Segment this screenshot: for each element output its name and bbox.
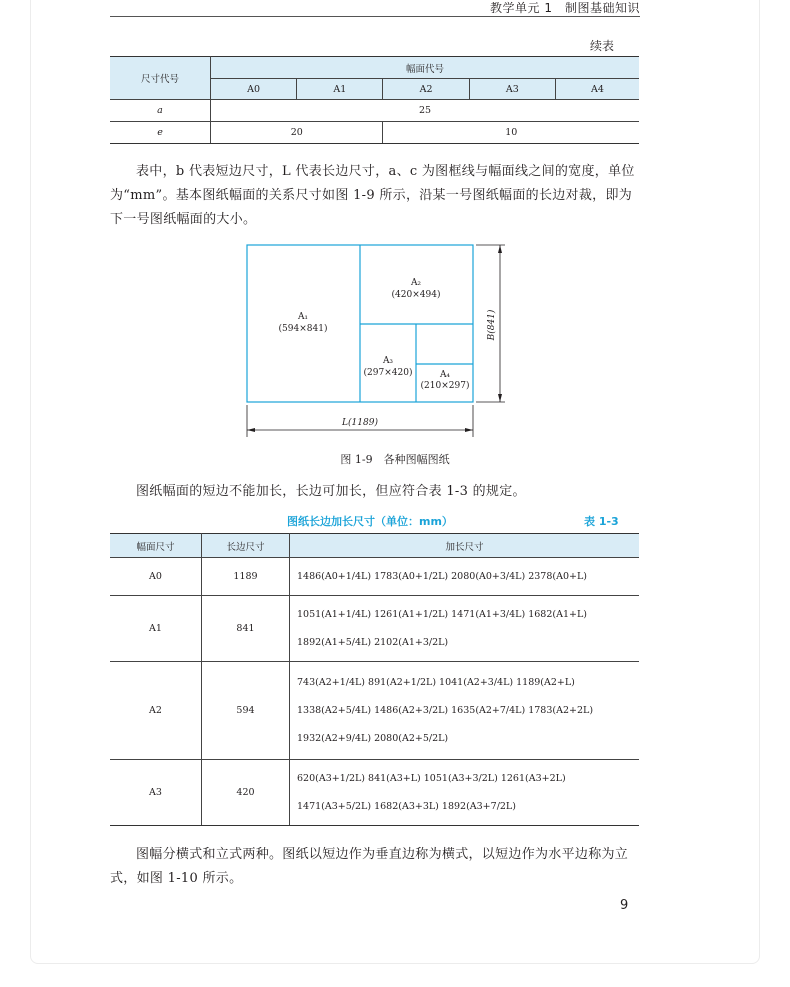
length-dimension-label: L(1189) [342, 418, 378, 428]
table-header-cell: A3 [469, 79, 555, 100]
a3-label: A₃ [382, 356, 394, 366]
table-header-cell: 幅面尺寸 [110, 534, 202, 558]
table-number: 表 1-3 [584, 515, 619, 528]
body-paragraph: 图幅分横式和立式两种。图纸以短边作为垂直边称为横式，以短边作为水平边称为立式，如图 1-10 所示。 [110, 847, 629, 886]
table-header-cell: A1 [297, 79, 383, 100]
table-cell: A3 [110, 760, 202, 826]
table-row [110, 558, 639, 596]
table-cell: 594 [202, 662, 290, 760]
table-cell: 10 [383, 122, 639, 144]
table-cell: 1189 [202, 558, 290, 596]
extension-line: 1932(A2+9/4L) 2080(A2+5/2L) [297, 732, 449, 744]
table-cell: 841 [202, 596, 290, 662]
a3-size: (297×420) [363, 368, 413, 378]
table-header-cell: 加长尺寸 [290, 534, 640, 558]
table-header-cell: 长边尺寸 [202, 534, 290, 558]
a2-size: (420×494) [391, 290, 441, 300]
table-row [110, 596, 639, 662]
table-header-cell: A2 [383, 79, 469, 100]
width-dimension-label: B(841) [487, 309, 497, 341]
extension-line: 1051(A1+1/4L) 1261(A1+1/2L) 1471(A1+3/4L) 1682(A1+L) [297, 608, 587, 620]
a1-size: (594×841) [278, 324, 328, 334]
body-paragraph: 表中，b 代表短边尺寸，L 代表长边尺寸，a、c 为图框线与幅面线之间的宽度，单位为“mm”。基本图纸幅面的关系尺寸如图 1-9 所示，沿某一号图纸幅面的长边对裁，即为下一号图纸幅面的大小。 [110, 164, 635, 227]
length-extension-table [110, 533, 639, 826]
table-row [110, 662, 639, 760]
table-row-label: e [110, 122, 211, 144]
table-row [110, 760, 639, 826]
a4-label: A₄ [439, 370, 451, 380]
table-row-label: a [110, 100, 211, 122]
table-cell: A1 [110, 596, 202, 662]
table-cell: 20 [211, 122, 383, 144]
table-header-cell: 尺寸代号 [110, 57, 211, 100]
extension-line: 743(A2+1/4L) 891(A2+1/2L) 1041(A2+3/4L) 1189(A2+L) [297, 676, 575, 688]
extension-line: 1486(A0+1/4L) 1783(A0+1/2L) 2080(A0+3/4L) 2378(A0+L) [297, 570, 587, 582]
table-cell: A0 [110, 558, 202, 596]
table-cell: A2 [110, 662, 202, 760]
a1-label: A₁ [297, 312, 309, 322]
body-paragraph: 图纸幅面的短边不能加长，长边可加长，但应符合表 1-3 的规定。 [136, 484, 526, 499]
a2-label: A₂ [410, 278, 422, 288]
figure-caption: 图 1-9 各种图幅图纸 [340, 453, 450, 466]
extension-line: 1471(A3+5/2L) 1682(A3+3L) 1892(A3+7/2L) [297, 800, 516, 812]
running-header [110, 0, 640, 17]
extension-line: 620(A3+1/2L) 841(A3+L) 1051(A3+3/2L) 1261(A3+2L) [297, 772, 566, 784]
frame-size-table [110, 56, 639, 144]
header-title: 教学单元 1 制图基础知识 [490, 1, 640, 15]
table-cell: 420 [202, 760, 290, 826]
paper-size-figure [235, 237, 510, 447]
extension-line: 1892(A1+5/4L) 2102(A1+3/2L) [297, 636, 449, 648]
table-cell: 25 [211, 100, 640, 122]
table-header-cell: 幅面代号 [211, 57, 640, 79]
table-header-cell: A4 [555, 79, 639, 100]
extension-line: 1338(A2+5/4L) 1486(A2+3/2L) 1635(A2+7/4L) 1783(A2+2L) [297, 704, 594, 716]
a4-size: (210×297) [420, 381, 470, 391]
page-number: 9 [620, 898, 629, 913]
table-header-cell: A0 [211, 79, 297, 100]
table-title: 图纸长边加长尺寸（单位：mm） [287, 515, 453, 528]
table-continued-label: 续表 [590, 39, 615, 53]
